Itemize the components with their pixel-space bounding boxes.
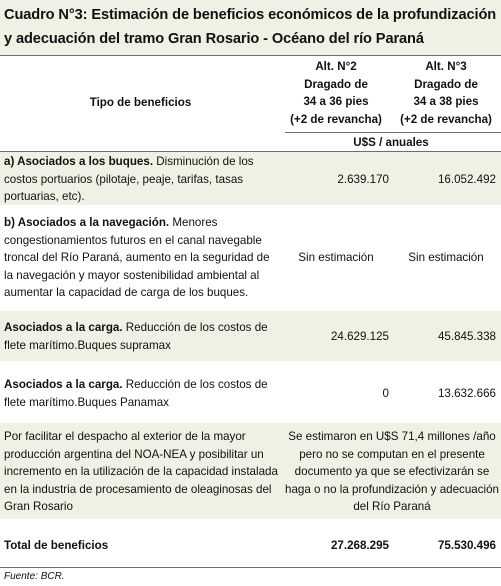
row-panamax-text: Reducción de los costos de flete marítimo.Buques Panamax [4,378,268,409]
row-a-description [4,153,279,206]
row-supramax-heading: Asociados a la carga. [4,321,123,334]
row-panamax-alt2: 0 [382,387,389,400]
unit-divider [285,132,501,133]
header-alt2 [281,58,391,128]
divider [0,55,501,56]
header-alt2-line: 34 a 36 pies [303,95,369,108]
header-alt3-line: Dragado de [414,77,478,91]
header-benefit-type: Tipo de beneficios [89,96,192,109]
row-processing-description: Por facilitar el despacho al exterior de la mayor producción argentina del NOA-NEA y posibilitar un incremento en la utilización de la capacidad instalada en la industria de procesamiento de oleaginosas del Gran Rosario [4,430,278,513]
row-supramax-description [4,319,279,354]
header-alt2-line: Alt. N°2 [315,60,357,73]
total-alt2: 27.268.295 [330,539,389,552]
row-processing-merged-note: Se estimaron en U$S 71,4 millones /año pero no se computan en el presente documento ya que se efectivizarán se haga o no la profundización y adecuación del Río Paraná [285,430,499,513]
table-title: Cuadro N°3: Estimación de beneficios económicos de la profundización y adecuación del tramo Gran Rosario - Océano del río Paraná [0,0,501,55]
row-a-alt3: 16.052.492 [437,173,496,186]
row-panamax-heading: Asociados a la carga. [4,378,123,391]
row-supramax-alt3: 45.845.338 [437,330,496,343]
row-a-heading: a) Asociados a los buques. [4,155,154,168]
total-label: Total de beneficios [4,539,109,552]
row-b-text: Menores congestionamientos futuros en el canal navegable troncal del Río Paraná, aumento en la seguridad de la navegación y mayor sostenibilidad ambiental al aumentar la capacidad de carga de los buques. [4,216,270,299]
header-alt3-line: 34 a 38 pies [413,95,479,108]
header-alt3-line: Alt. N°3 [425,60,467,73]
row-supramax-text: Reducción de los costos de flete marítimo.Buques supramax [4,321,268,352]
divider [0,567,501,568]
row-b-description [4,214,279,302]
row-panamax-description [4,376,279,411]
row-panamax-alt3: 13.632.666 [437,387,496,400]
header-unit: U$S / anuales [353,136,429,149]
total-alt3: 75.530.496 [437,539,496,552]
row-b-alt3: Sin estimación [408,251,484,264]
row-supramax-alt2: 24.629.125 [330,330,389,343]
row-b-alt2: Sin estimación [298,251,374,264]
row-a-text: Disminución de los costos portuarios (pilotaje, peaje, tarifas, tasas portuarias, etc). [4,155,254,203]
header-alt2-line: (+2 de revancha) [290,112,382,126]
footnote: Fuente: BCR. [4,571,65,582]
row-b-heading: b) Asociados a la navegación. [4,216,170,229]
header-alt3 [391,58,501,128]
header-alt2-line: Dragado de [304,77,368,91]
header-alt3-line: (+2 de revancha) [400,112,492,126]
row-a-alt2: 2.639.170 [337,173,389,186]
